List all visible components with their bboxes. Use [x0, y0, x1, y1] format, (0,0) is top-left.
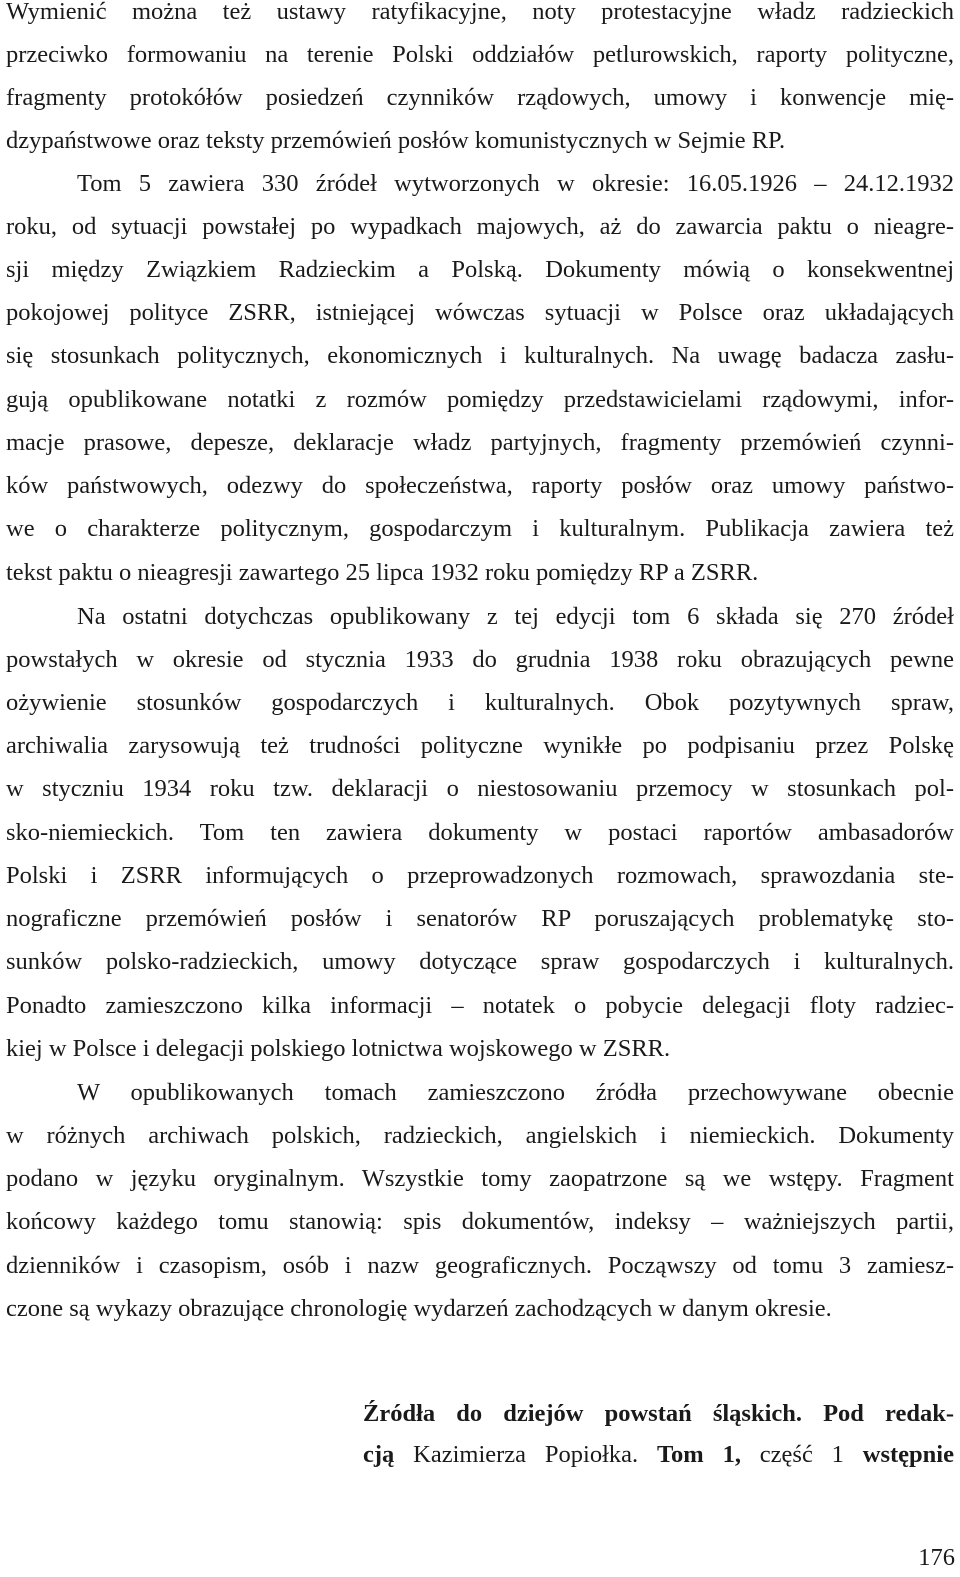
text-line: macje prasowe, depesze, deklaracje władz partyjnych, fragmenty przemówień czynni- — [6, 429, 954, 456]
reference-intro: wstępnie — [862, 1441, 954, 1468]
text-line: Na ostatni dotychczas opublikowany z tej edycji tom 6 składa się 270 źródeł — [77, 603, 954, 630]
text-line: w różnych archiwach polskich, radzieckich, angielskich i niemieckich. Dokumenty — [6, 1122, 954, 1149]
text-line: Wymienić można też ustawy ratyfikacyjne, noty protestacyjne władz radzieckich — [6, 0, 954, 25]
reference-volume: Tom 1, — [656, 1441, 741, 1468]
text-line: roku, od sytuacji powstałej po wypadkach majowych, aż do zawarcia paktu o nieagre- — [6, 213, 954, 240]
text-line: się stosunkach politycznych, ekonomicznych i kulturalnych. Na uwagę badacza zasłu- — [6, 342, 954, 369]
reference-line — [363, 1438, 954, 1472]
page-number: 176 — [918, 1544, 955, 1571]
text-line: dzypaństwowe oraz teksty przemówień posłów komunistycznych w Sejmie RP. — [6, 127, 786, 154]
text-line: sji między Związkiem Radzieckim a Polską. Dokumenty mówią o konsekwentnej — [6, 256, 954, 283]
text-line: przeciwko formowaniu na terenie Polski oddziałów petlurowskich, raporty polityczne, — [6, 41, 954, 68]
text-line: podano w języku oryginalnym. Wszystkie tomy zaopatrzone są we wstępy. Fragment — [6, 1165, 954, 1192]
text-line: we o charakterze politycznym, gospodarczym i kulturalnym. Publikacja zawiera też — [6, 515, 954, 542]
reference-part: część 1 — [740, 1441, 863, 1468]
text-line: kiej w Polsce i delegacji polskiego lotnictwa wojskowego w ZSRR. — [6, 1035, 671, 1062]
text-line: nograficzne przemówień posłów i senatorów RP poruszających problematykę sto- — [6, 905, 954, 932]
text-line: powstałych w okresie od stycznia 1933 do grudnia 1938 roku obrazujących pewne — [6, 646, 954, 673]
text-line: sko-niemieckich. Tom ten zawiera dokumenty w postaci raportów ambasadorów — [6, 819, 954, 846]
text-line: czone są wykazy obrazujące chronologię wydarzeń zachodzących w danym okresie. — [6, 1295, 832, 1322]
text-line: końcowy każdego tomu stanowią: spis dokumentów, indeksy – ważniejszych partii, — [6, 1208, 954, 1235]
text-line: tekst paktu o nieagresji zawartego 25 lipca 1932 roku pomiędzy RP a ZSRR. — [6, 559, 759, 586]
text-line: w styczniu 1934 roku tzw. deklaracji o niestosowaniu przemocy w stosunkach pol- — [6, 775, 954, 802]
text-line: Ponadto zamieszczono kilka informacji – notatek o pobycie delegacji floty radziec- — [6, 992, 954, 1019]
text-line: dzienników i czasopism, osób i nazw geograficznych. Począwszy od tomu 3 zamiesz- — [6, 1252, 954, 1279]
reference-title: Źródła do dziejów powstań śląskich. Pod redak- — [363, 1400, 954, 1427]
text-line: ożywienie stosunków gospodarczych i kulturalnych. Obok pozytywnych spraw, — [6, 689, 954, 716]
text-line: ków państwowych, odezwy do społeczeństwa, raporty posłów oraz umowy państwo- — [6, 472, 954, 499]
text-line: gują opublikowane notatki z rozmów pomiędzy przedstawicielami rządowymi, infor- — [6, 386, 954, 413]
text-line: fragmenty protokółów posiedzeń czynników rządowych, umowy i konwencje mię- — [6, 84, 954, 111]
text-line: archiwalia zarysowują też trudności polityczne wynikłe po podpisaniu przez Polskę — [6, 732, 954, 759]
text-line: Polski i ZSRR informujących o przeprowadzonych rozmowach, sprawozdania ste- — [6, 862, 954, 889]
reference-title-end: cją — [363, 1441, 395, 1468]
reference-editor: Kazimierza Popiołka. — [394, 1441, 657, 1468]
text-line: sunków polsko-radzieckich, umowy dotyczące spraw gospodarczych i kulturalnych. — [6, 948, 954, 975]
reference-line — [363, 1397, 954, 1431]
text-line: pokojowej polityce ZSRR, istniejącej wówczas sytuacji w Polsce oraz układających — [6, 299, 954, 326]
text-line: Tom 5 zawiera 330 źródeł wytworzonych w okresie: 16.05.1926 – 24.12.1932 — [77, 170, 954, 197]
text-line: W opublikowanych tomach zamieszczono źródła przechowywane obecnie — [77, 1079, 954, 1106]
